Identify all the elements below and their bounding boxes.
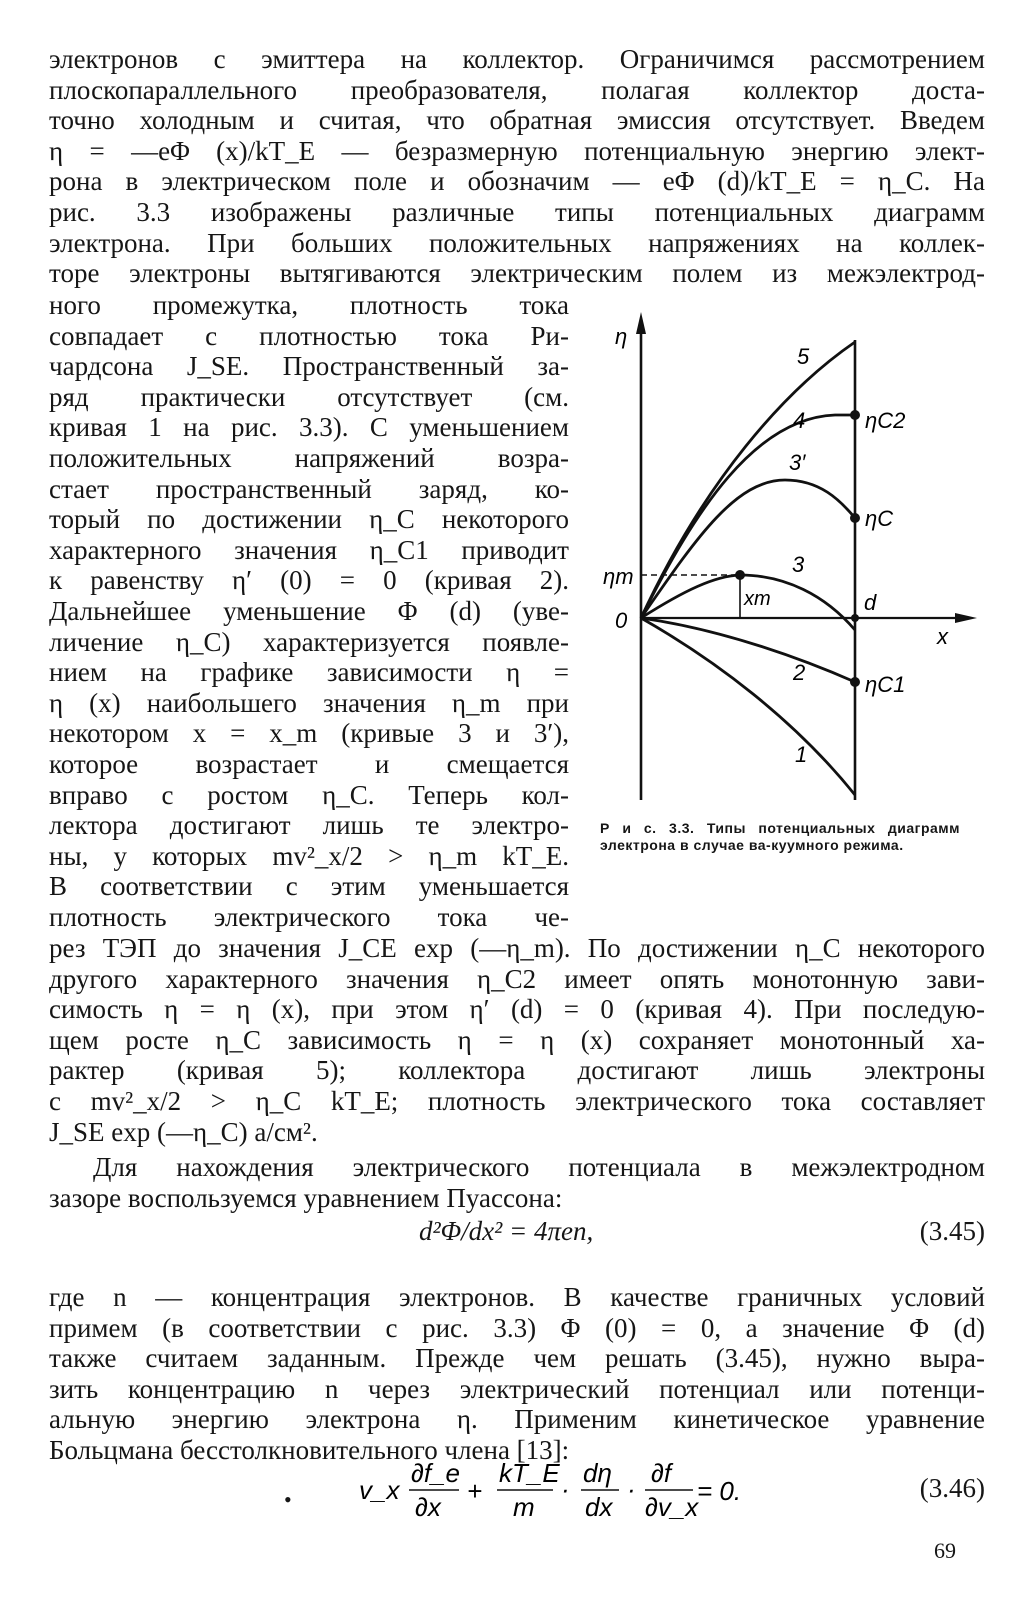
- text-line: зазоре воспользуемся уравнением Пуассона:: [49, 1182, 563, 1213]
- text-line: лектора достигают лишь те электро-: [49, 810, 569, 841]
- label-eta-m: ηm: [603, 564, 634, 589]
- eq2-dx2: dx: [585, 1492, 613, 1522]
- text-line: плотность электрического тока че-: [49, 901, 569, 932]
- label-curve-1: 1: [795, 742, 808, 767]
- paragraph-5: [49, 1282, 985, 1466]
- text-line: также считаем заданным. Прежде чем решать (3.45), нужно выра-: [49, 1343, 985, 1374]
- curve-2: [641, 618, 855, 682]
- label-eta-c1: ηC1: [865, 672, 906, 697]
- y-axis-arrow: [636, 312, 646, 334]
- label-origin: 0: [615, 608, 628, 633]
- text-line: зить концентрацию n через электрический потенциал или потенци-: [49, 1373, 985, 1404]
- text-line: В соответствии с этим уменьшается: [49, 871, 569, 902]
- text-line: совпадает с плотностью тока Ри-: [49, 320, 569, 351]
- label-x-axis: x: [937, 624, 948, 649]
- text-line: к равенству η′ (0) = 0 (кривая 2).: [49, 565, 569, 596]
- text-line: кривая 1 на рис. 3.3). С уменьшением: [49, 412, 569, 443]
- text-line: с mv²_x/2 > η_C kT_E; плотность электрического тока составляет: [49, 1085, 985, 1116]
- text-line: Дальнейшее уменьшение Φ (d) (уве-: [49, 595, 569, 626]
- text-line: щем росте η_C зависимость η = η (x) сохраняет монотонный ха-: [49, 1024, 985, 1055]
- text-line: рона в электрическом поле и обозначим — eΦ (d)/kT_E = η_C. На: [49, 166, 985, 197]
- paragraph-3: [49, 933, 985, 1147]
- text-line: стает пространственный заряд, ко-: [49, 473, 569, 504]
- eq2-dot1: ·: [561, 1474, 570, 1504]
- eq2-plus: +: [467, 1476, 483, 1506]
- equation-3-45-expression: d²Φ/dx² = 4πen,: [419, 1216, 594, 1246]
- text-line: ны, у которых mv²_x/2 > η_m kT_E.: [49, 840, 569, 871]
- text-line: торый по достижении η_C некоторого: [49, 504, 569, 535]
- eta-m-point: [735, 570, 745, 580]
- eq2-eq: = 0.: [697, 1476, 742, 1506]
- label-y-axis: η: [615, 324, 628, 349]
- text-line: чардсона J_SE. Пространственный за-: [49, 351, 569, 382]
- label-x-m: xm: [744, 588, 771, 610]
- text-line: электронов с эмиттера на коллектор. Ограничимся рассмотрением: [49, 44, 985, 74]
- label-eta-c2: ηC2: [865, 408, 906, 433]
- eq2-kte: kT_E: [499, 1458, 560, 1488]
- page-number: 69: [934, 1538, 956, 1563]
- label-curve-3prime: 3′: [789, 450, 806, 475]
- eq2-dfe: ∂f_e: [411, 1458, 460, 1488]
- text-line: характерного значения η_C1 приводит: [49, 534, 569, 565]
- text-line: некотором x = x_m (кривые 3 и 3′),: [49, 718, 569, 749]
- figure-caption: Р и с. 3.3. Типы потенциальных диаграмм электрона в случае ва-куумного режима.: [600, 820, 960, 853]
- label-d: d: [864, 590, 877, 615]
- eq2-dot2: ·: [627, 1474, 636, 1504]
- x-axis-arrow: [955, 613, 977, 623]
- curve-1: [641, 618, 855, 795]
- eq2-dvx: ∂v_x: [645, 1492, 699, 1522]
- text-line: которое возрастает и смещается: [49, 748, 569, 779]
- text-line: J_SE exp (—η_C) а/см².: [49, 1116, 318, 1147]
- text-line: ряд практически отсутствует (см.: [49, 381, 569, 412]
- text-line: Для нахождения электрического потенциала в межэлектродном: [93, 1152, 985, 1182]
- equation-3-46-expression: [329, 1454, 769, 1524]
- text-line: личение η_C) характеризуется появле-: [49, 626, 569, 657]
- text-line: где n — концентрация электронов. В качестве граничных условий: [49, 1282, 985, 1312]
- text-line: плоскопараллельного преобразователя, полагая коллектор доста-: [49, 74, 985, 105]
- text-line: ного промежутка, плотность тока: [49, 290, 569, 320]
- label-curve-2: 2: [793, 660, 806, 685]
- equation-3-45: [49, 1213, 985, 1249]
- eq2-dx1: ∂x: [415, 1492, 441, 1522]
- text-line: η (x) наибольшего значения η_m при: [49, 687, 569, 718]
- equation-3-46: • v_x ∂f_e ∂x + kT_E m · dη dx · ∂f ∂v_x = 0. (3.46): [49, 1450, 985, 1530]
- text-line: точно холодным и считая, что обратная эмиссия отсутствует. Введем: [49, 105, 985, 136]
- text-line: торе электроны вытягиваются электрическим полем из межэлектрод-: [49, 258, 985, 289]
- eq2-vx: v_x: [359, 1475, 400, 1505]
- text-line: рез ТЭП до значения J_CE exp (—η_m). По достижении η_C некоторого: [49, 933, 985, 963]
- eq2-m: m: [513, 1492, 535, 1522]
- eq2-deta: dη: [583, 1458, 612, 1488]
- text-line: примем (в соответствии с рис. 3.3) Φ (0) = 0, а значение Φ (d): [49, 1312, 985, 1343]
- equation-3-46-number: (3.46): [919, 1473, 985, 1503]
- eta-c1-point: [850, 677, 860, 687]
- label-eta-c: ηC: [865, 506, 894, 531]
- equation-3-45-number: (3.45): [919, 1216, 985, 1246]
- eta-c2-point: [850, 410, 860, 420]
- label-curve-3: 3: [792, 552, 805, 577]
- text-line: рактер (кривая 5); коллектора достигают лишь электроны: [49, 1055, 985, 1086]
- label-curve-5: 5: [797, 344, 810, 369]
- text-line: другого характерного значения η_C2 имеет опять монотонную зави-: [49, 963, 985, 994]
- paragraph-2: [49, 290, 569, 932]
- paragraph-4: [49, 1152, 985, 1213]
- text-line: Больцмана бесстолкновительного члена [13]:: [49, 1434, 570, 1465]
- text-line: альную энергию электрона η. Применим кинетическое уравнение: [49, 1404, 985, 1435]
- text-line: нием на графике зависимости η =: [49, 657, 569, 688]
- text-line: электрона. При больших положительных напряжениях на коллек-: [49, 227, 985, 258]
- eta-c-point: [850, 513, 860, 523]
- label-curve-4: 4: [793, 408, 806, 433]
- text-line: симость η = η (x), при этом η′ (d) = 0 (кривая 4). При последую-: [49, 994, 985, 1025]
- eq2-df: ∂f: [651, 1458, 672, 1488]
- text-line: вправо с ростом η_C. Теперь кол-: [49, 779, 569, 810]
- text-line: рис. 3.3 изображены различные типы потенциальных диаграмм: [49, 196, 985, 227]
- d-point: [851, 614, 859, 622]
- paragraph-1: [49, 44, 985, 289]
- text-line: η = —eΦ (x)/kT_E — безразмерную потенциальную энергию элект-: [49, 135, 985, 166]
- potential-diagram-figure: [585, 300, 985, 820]
- text-line: положительных напряжений возра-: [49, 442, 569, 473]
